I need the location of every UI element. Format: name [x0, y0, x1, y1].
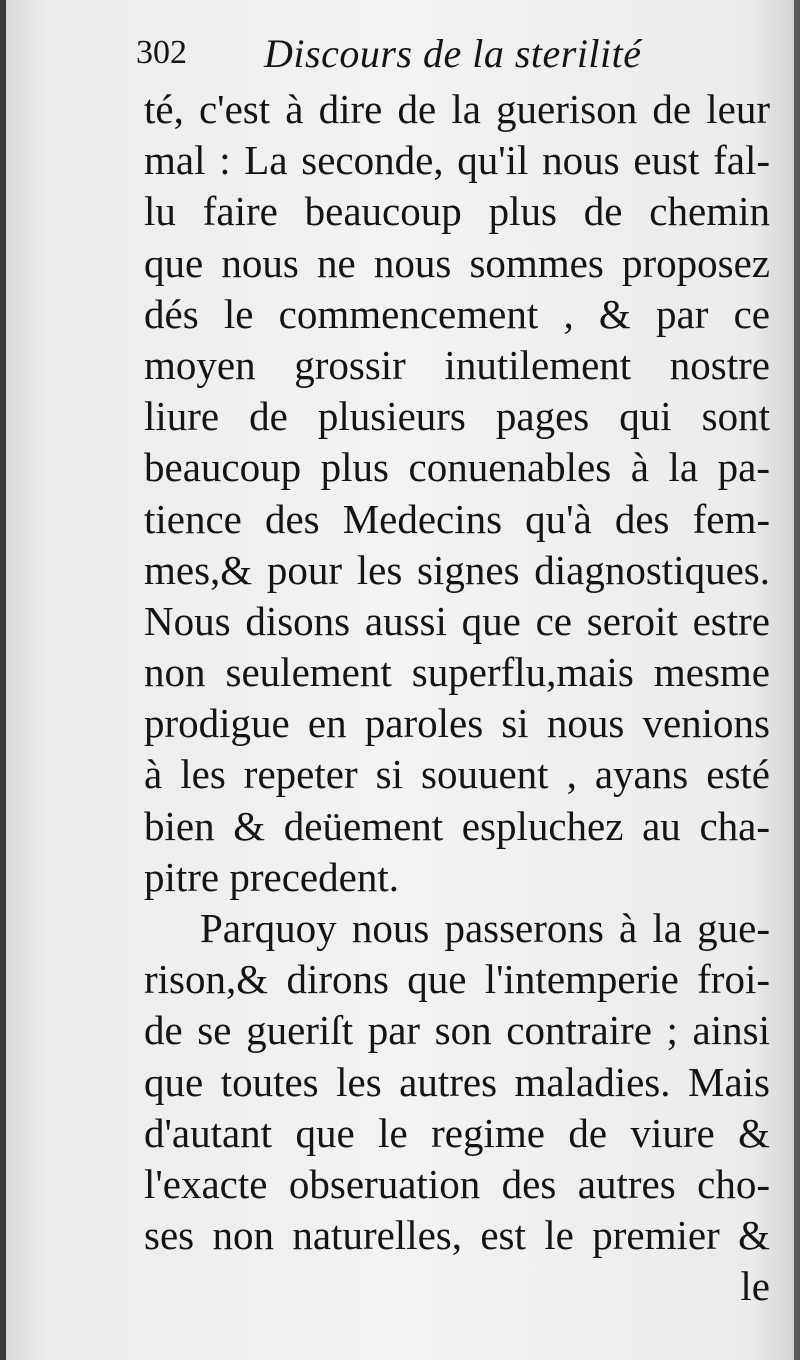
text-line: tience des Medecins qu'à des fem-: [144, 495, 770, 542]
text-line: rison,& dirons que l'intemperie froi-: [144, 956, 770, 1003]
text-line: d'autant que le regime de viure &: [144, 1109, 770, 1156]
page-gutter-shadow: [0, 0, 6, 1360]
text-line: liure de plusieurs pages qui sont: [144, 393, 770, 440]
page-number: 302: [136, 34, 187, 71]
text-line: ses non naturelles, est le premier &: [144, 1212, 770, 1259]
text-line: que toutes les autres maladies. Mais: [144, 1058, 770, 1105]
text-line: mal : La seconde, qu'il nous eust fal-: [144, 137, 770, 184]
text-line: de se gueriſt par son contraire ; ainsi: [144, 1007, 770, 1054]
text-line: mes,& pour les signes diagnostiques.: [144, 546, 770, 593]
running-title: Discours de la sterilité: [264, 31, 642, 76]
page-header: [136, 30, 696, 76]
text-line: dés le commencement , & par ce: [144, 290, 770, 337]
text-line-paragraph-end: pitre precedent.: [144, 853, 399, 900]
body-text: [144, 84, 770, 1313]
text-line: que nous ne nous sommes proposez: [144, 239, 770, 286]
text-line: prodigue en paroles si nous venions: [144, 700, 770, 747]
text-line: à les repeter si souuent , ayans esté: [144, 751, 770, 798]
text-line: l'exacte obseruation des autres cho-: [144, 1160, 770, 1207]
catchword: le: [740, 1263, 770, 1310]
text-line: bien & deüement espluchez au cha-: [144, 802, 770, 849]
text-line-paragraph-start: Parquoy nous passerons à la gue-: [200, 905, 770, 951]
text-line: moyen grossir inutilement nostre: [144, 341, 770, 388]
text-line: té, c'est à dire de la guerison de leur: [144, 86, 770, 132]
text-line: non seulement superflu,mais mesme: [144, 649, 770, 696]
text-line: lu faire beaucoup plus de chemin: [144, 188, 770, 235]
text-line: beaucoup plus conuenables à la pa-: [144, 444, 770, 491]
page-edge-shadow: [794, 0, 800, 1360]
text-line: Nous disons aussi que ce seroit estre: [144, 597, 770, 644]
